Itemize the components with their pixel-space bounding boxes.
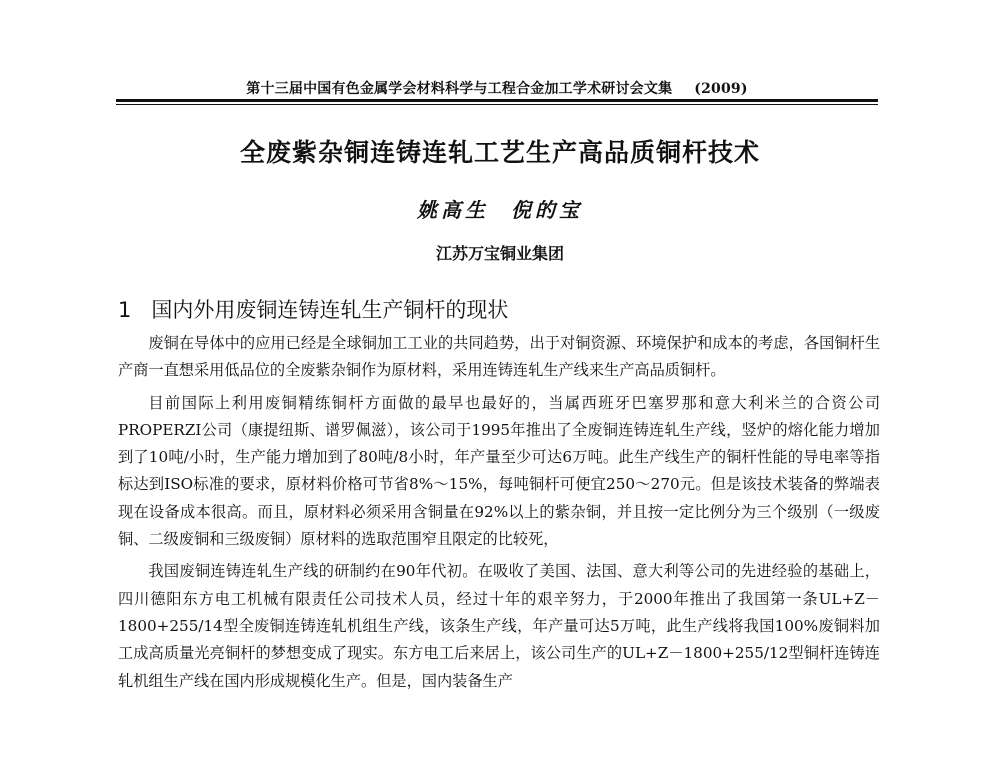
section-heading bbox=[118, 294, 508, 324]
author-name: 倪的宝 bbox=[511, 198, 583, 222]
running-header bbox=[118, 78, 876, 98]
author-affiliation: 江苏万宝铜业集团 bbox=[435, 244, 564, 263]
proceedings-title: 第十三届中国有色金属学会材料科学与工程合金加工学术研讨会文集 bbox=[246, 81, 673, 97]
proceedings-year: (2009) bbox=[694, 81, 748, 97]
section-body bbox=[118, 330, 880, 700]
section-title: 国内外用废铜连铸连轧生产铜杆的现状 bbox=[151, 298, 509, 322]
body-paragraph: 目前国际上利用废铜精练铜杆方面做的最早也最好的，当属西班牙巴塞罗那和意大利米兰的合资公司PROPERZI公司（康提纽斯、谱罗佩滋），该公司于1995年推出了全废铜连铸连轧生产线，竖炉的熔化能力增加到了10吨/小时，生产能力增加到了80吨/8小时，年产量至少可达6万吨。此生产线生产的铜杆性能的导电率等指标达到ISO标准的要求，原材料价格可节省8%～15%，每吨铜杆可便宜250～270元。但是该技术装备的弊端表现在设备成本很高。而且，原材料必须采用含铜量在92%以上的紫杂铜，并且按一定比例分为三个级别（一级废铜、二级废铜和三级废铜）原材料的选取范围窄且限定的比较死， bbox=[118, 393, 880, 549]
body-paragraph: 我国废铜连铸连轧生产线的研制约在90年代初。在吸收了美国、法国、意大利等公司的先进经验的基础上，四川德阳东方电工机械有限责任公司技术人员，经过十年的艰辛努力，于2000年推出了我国第一条UL+Z－1800+255/14型全废铜连铸连轧机组生产线，该条生产线，年产量可达5万吨，此生产线将我国100%废铜料加工成高质量光亮铜杆的梦想变成了现实。东方电工后来居上，该公司生产的UL+Z－1800+255/12型铜杆连铸连轧机组生产线在国内形成规模化生产。但是，国内装备生产 bbox=[118, 562, 880, 690]
header-rule-thick bbox=[116, 99, 878, 102]
header-rule-thin bbox=[116, 104, 878, 105]
author-name: 姚高生 bbox=[417, 198, 489, 222]
author-list bbox=[100, 194, 900, 223]
body-paragraph: 废铜在导体中的应用已经是全球铜加工工业的共同趋势，出于对铜资源、环境保护和成本的考虑，各国铜杆生产商一直想采用低品位的全废紫杂铜作为原材料，采用连铸连轧生产线来生产高品质铜杆。 bbox=[118, 334, 880, 380]
paper-title: 全废紫杂铜连铸连轧工艺生产高品质铜杆技术 bbox=[239, 138, 760, 167]
section-number: 1 bbox=[118, 298, 132, 322]
